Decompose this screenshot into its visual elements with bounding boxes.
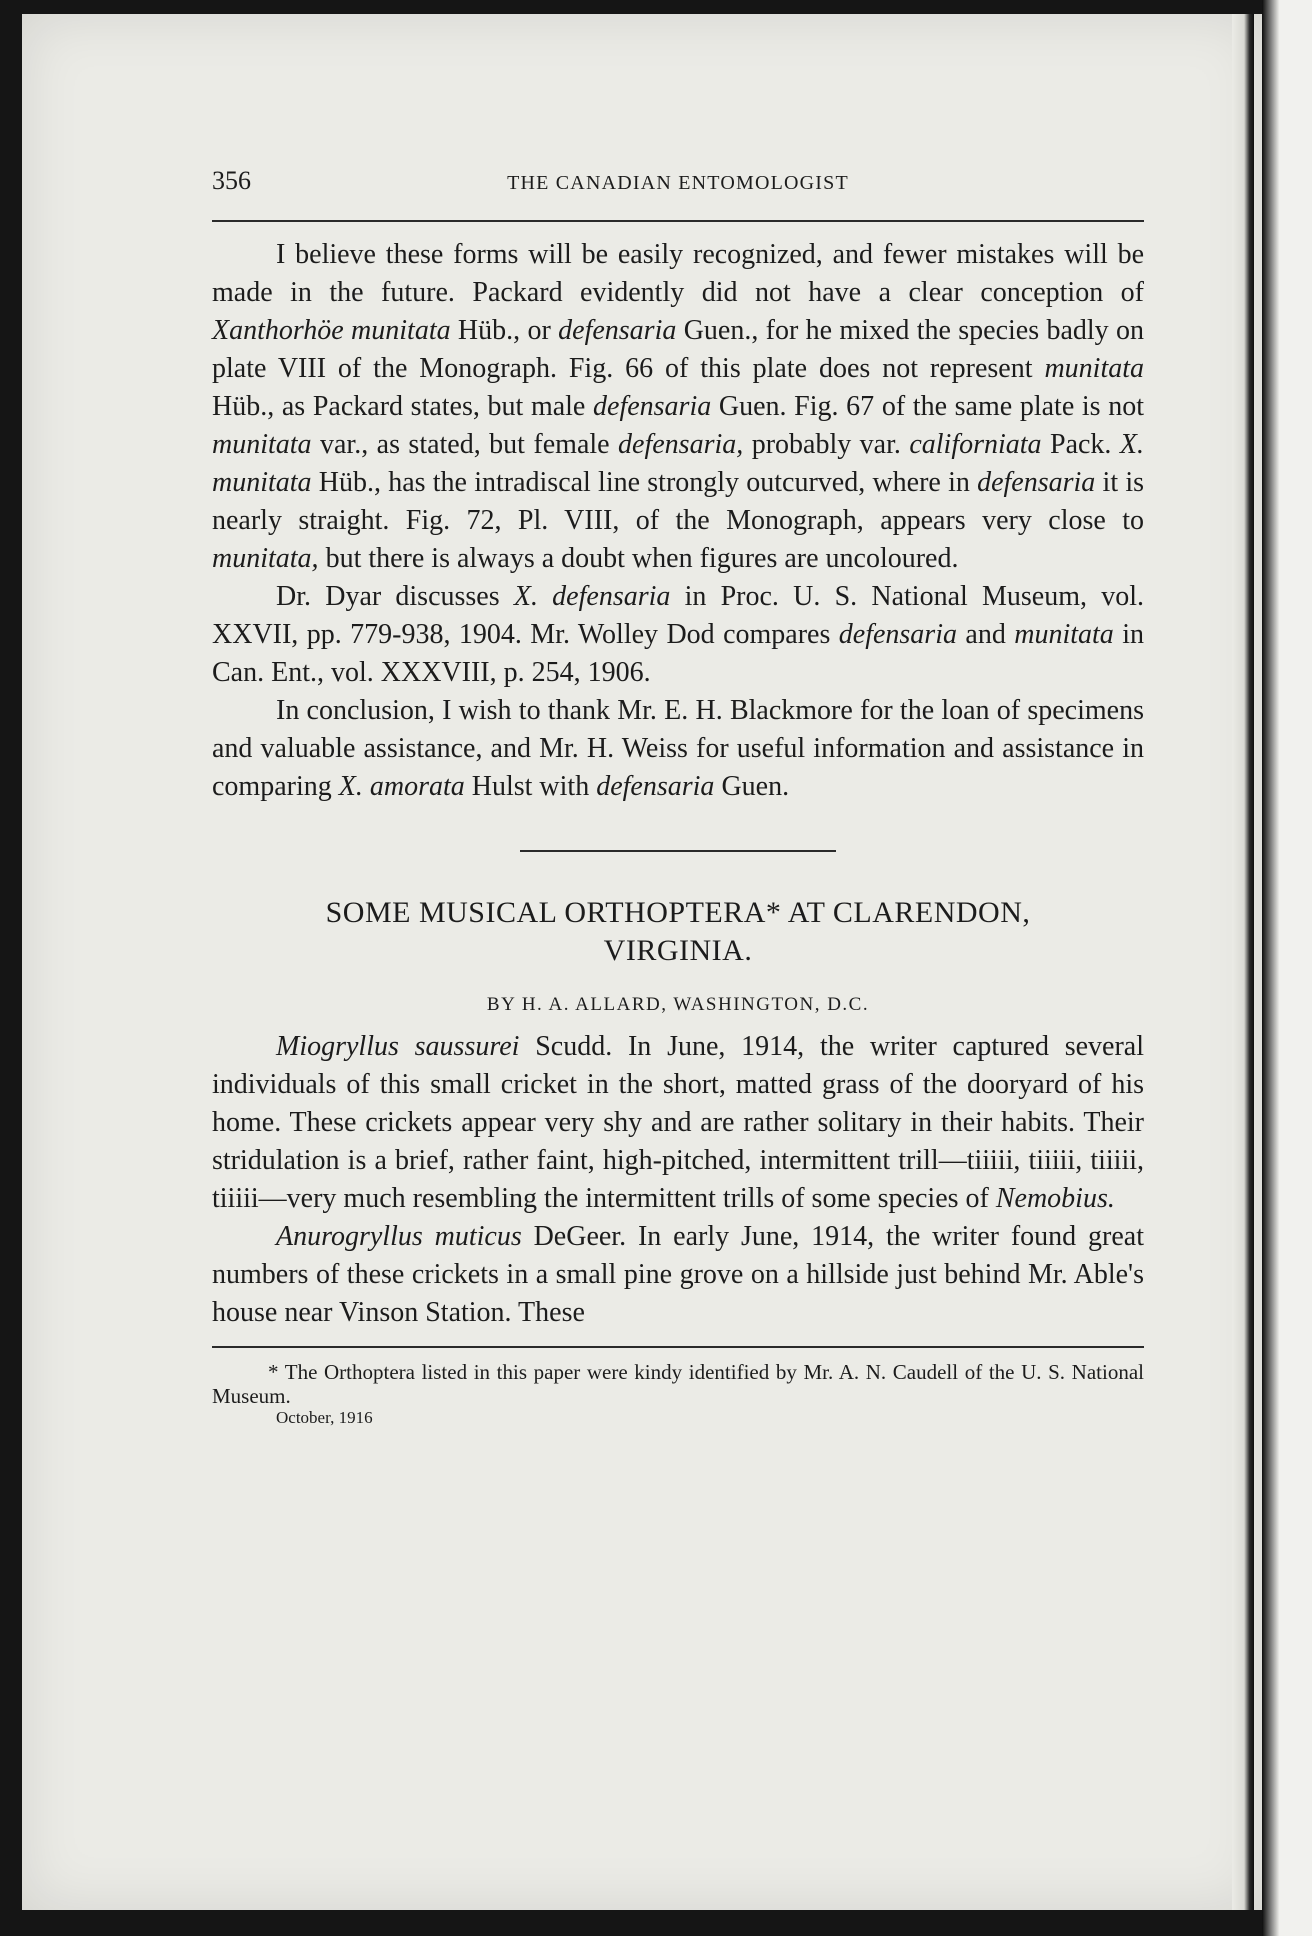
journal-title: THE CANADIAN ENTOMOLOGIST xyxy=(507,172,849,194)
body-text-run: Hüb., as Packard states, but male xyxy=(212,391,594,422)
body-text-run: probably var. xyxy=(743,429,910,460)
italic-taxon-text: Nemobius. xyxy=(995,1183,1115,1214)
article-title-line-2: VIRGINIA. xyxy=(603,934,753,967)
italic-taxon-text: Anurogryllus muticus xyxy=(276,1221,522,1252)
paragraph-miogryllus xyxy=(212,1028,1144,1218)
italic-taxon-text: munitata xyxy=(212,429,312,460)
footnote-text: * The Orthoptera listed in this paper were kindy identified by Mr. A. N. Caudell of the U. S. National Museum. xyxy=(212,1360,1144,1408)
body-text-run: in Can. Ent., vol. XXXVIII, p. 254, 1906. xyxy=(212,619,1144,688)
body-text-run: Guen., for he mixed the species badly on plate VIII of the Monograph. Fig. 66 of this plate does not represent xyxy=(212,315,1144,384)
paragraph-anurogryllus xyxy=(212,1218,1144,1332)
previous-article-body xyxy=(212,236,1144,806)
page-content xyxy=(212,160,1144,1428)
italic-taxon-text: defensaria xyxy=(977,467,1096,498)
article-separator-rule xyxy=(520,850,836,852)
article-body xyxy=(212,1028,1144,1332)
body-text-run: Hüb., or xyxy=(450,315,559,346)
italic-taxon-text: munitata xyxy=(1014,619,1114,650)
paragraph-forms-recognized xyxy=(212,236,1144,578)
italic-taxon-text: X. amorata xyxy=(338,771,465,802)
body-text-run: and xyxy=(956,619,1015,650)
italic-taxon-text: munitata, xyxy=(212,543,319,574)
body-text-run: DeGeer. In early June, 1914, the writer found great numbers of these crickets in a small pine grove on a hillside just behind Mr. Able's house near Vinson Station. These xyxy=(212,1221,1144,1328)
binding-edge xyxy=(1262,0,1312,1936)
body-text-run: Guen. Fig. 67 of the same plate is not xyxy=(711,391,1144,422)
italic-taxon-text: Xanthorhöe munitata xyxy=(212,315,451,346)
body-text-run: Dr. Dyar discusses xyxy=(276,581,514,612)
footnote-rule xyxy=(212,1346,1144,1348)
italic-taxon-text: X. munitata xyxy=(212,429,1144,498)
body-text-run: Guen. xyxy=(714,771,790,802)
italic-taxon-text: defensaria xyxy=(558,315,677,346)
italic-taxon-text: munitata xyxy=(1044,353,1144,384)
italic-taxon-text: defensaria xyxy=(838,619,957,650)
body-text-run: Hüb., has the intradiscal line strongly outcurved, where in xyxy=(311,467,978,498)
body-text-run: Pack. xyxy=(1041,429,1120,460)
body-text-run: Hulst with xyxy=(464,771,597,802)
body-text-run: Scudd. In June, 1914, the writer captured several individuals of this small cricket in the short, matted grass of the dooryard of his home. These crickets appear very shy and are rather solitary in their habits. Their stridulation is a brief, rather faint, high-pitched, intermittent trill—tiiiii, tiiiii, tiiiii, tiiiii—very much resembling the intermittent trills of some species of xyxy=(212,1031,1144,1214)
header-rule xyxy=(212,220,1144,222)
paragraph-conclusion xyxy=(212,692,1144,806)
issue-date: October, 1916 xyxy=(276,1408,373,1427)
article-byline: BY H. A. ALLARD, WASHINGTON, D.C. xyxy=(486,994,870,1015)
italic-taxon-text: defensaria xyxy=(596,771,715,802)
italic-taxon-text: defensaria, xyxy=(618,429,744,460)
body-text-run: In conclusion, I wish to thank Mr. E. H. Blackmore for the loan of specimens and valuable assistance, and Mr. H. Weiss for useful information and assistance in comparing xyxy=(212,695,1144,802)
italic-taxon-text: defensaria xyxy=(593,391,712,422)
page-number: 356 xyxy=(212,166,251,195)
italic-taxon-text: Miogryllus saussurei xyxy=(276,1031,520,1062)
article-title-line-1: SOME MUSICAL ORTHOPTERA* AT CLARENDON, xyxy=(325,896,1031,929)
article-title xyxy=(212,894,1144,970)
body-text-run: but there is always a doubt when figures are uncoloured. xyxy=(318,543,959,574)
body-text-run: in Proc. U. S. National Museum, vol. XXVII, pp. 779-938, 1904. Mr. Wolley Dod compares xyxy=(212,581,1145,650)
italic-taxon-text: X. defensaria xyxy=(513,581,671,612)
page-edge-shadow xyxy=(1232,14,1254,1910)
italic-taxon-text: californiata xyxy=(909,429,1042,460)
body-text-run: it is nearly straight. Fig. 72, Pl. VIII, of the Monograph, appears very close to xyxy=(212,467,1144,536)
running-header xyxy=(212,160,1144,212)
body-text-run: I believe these forms will be easily recognized, and fewer mistakes will be made in the future. Packard evidently did not have a clear conception of xyxy=(212,239,1144,308)
paragraph-dyar-discusses xyxy=(212,578,1144,692)
body-text-run: var., as stated, but female xyxy=(311,429,619,460)
